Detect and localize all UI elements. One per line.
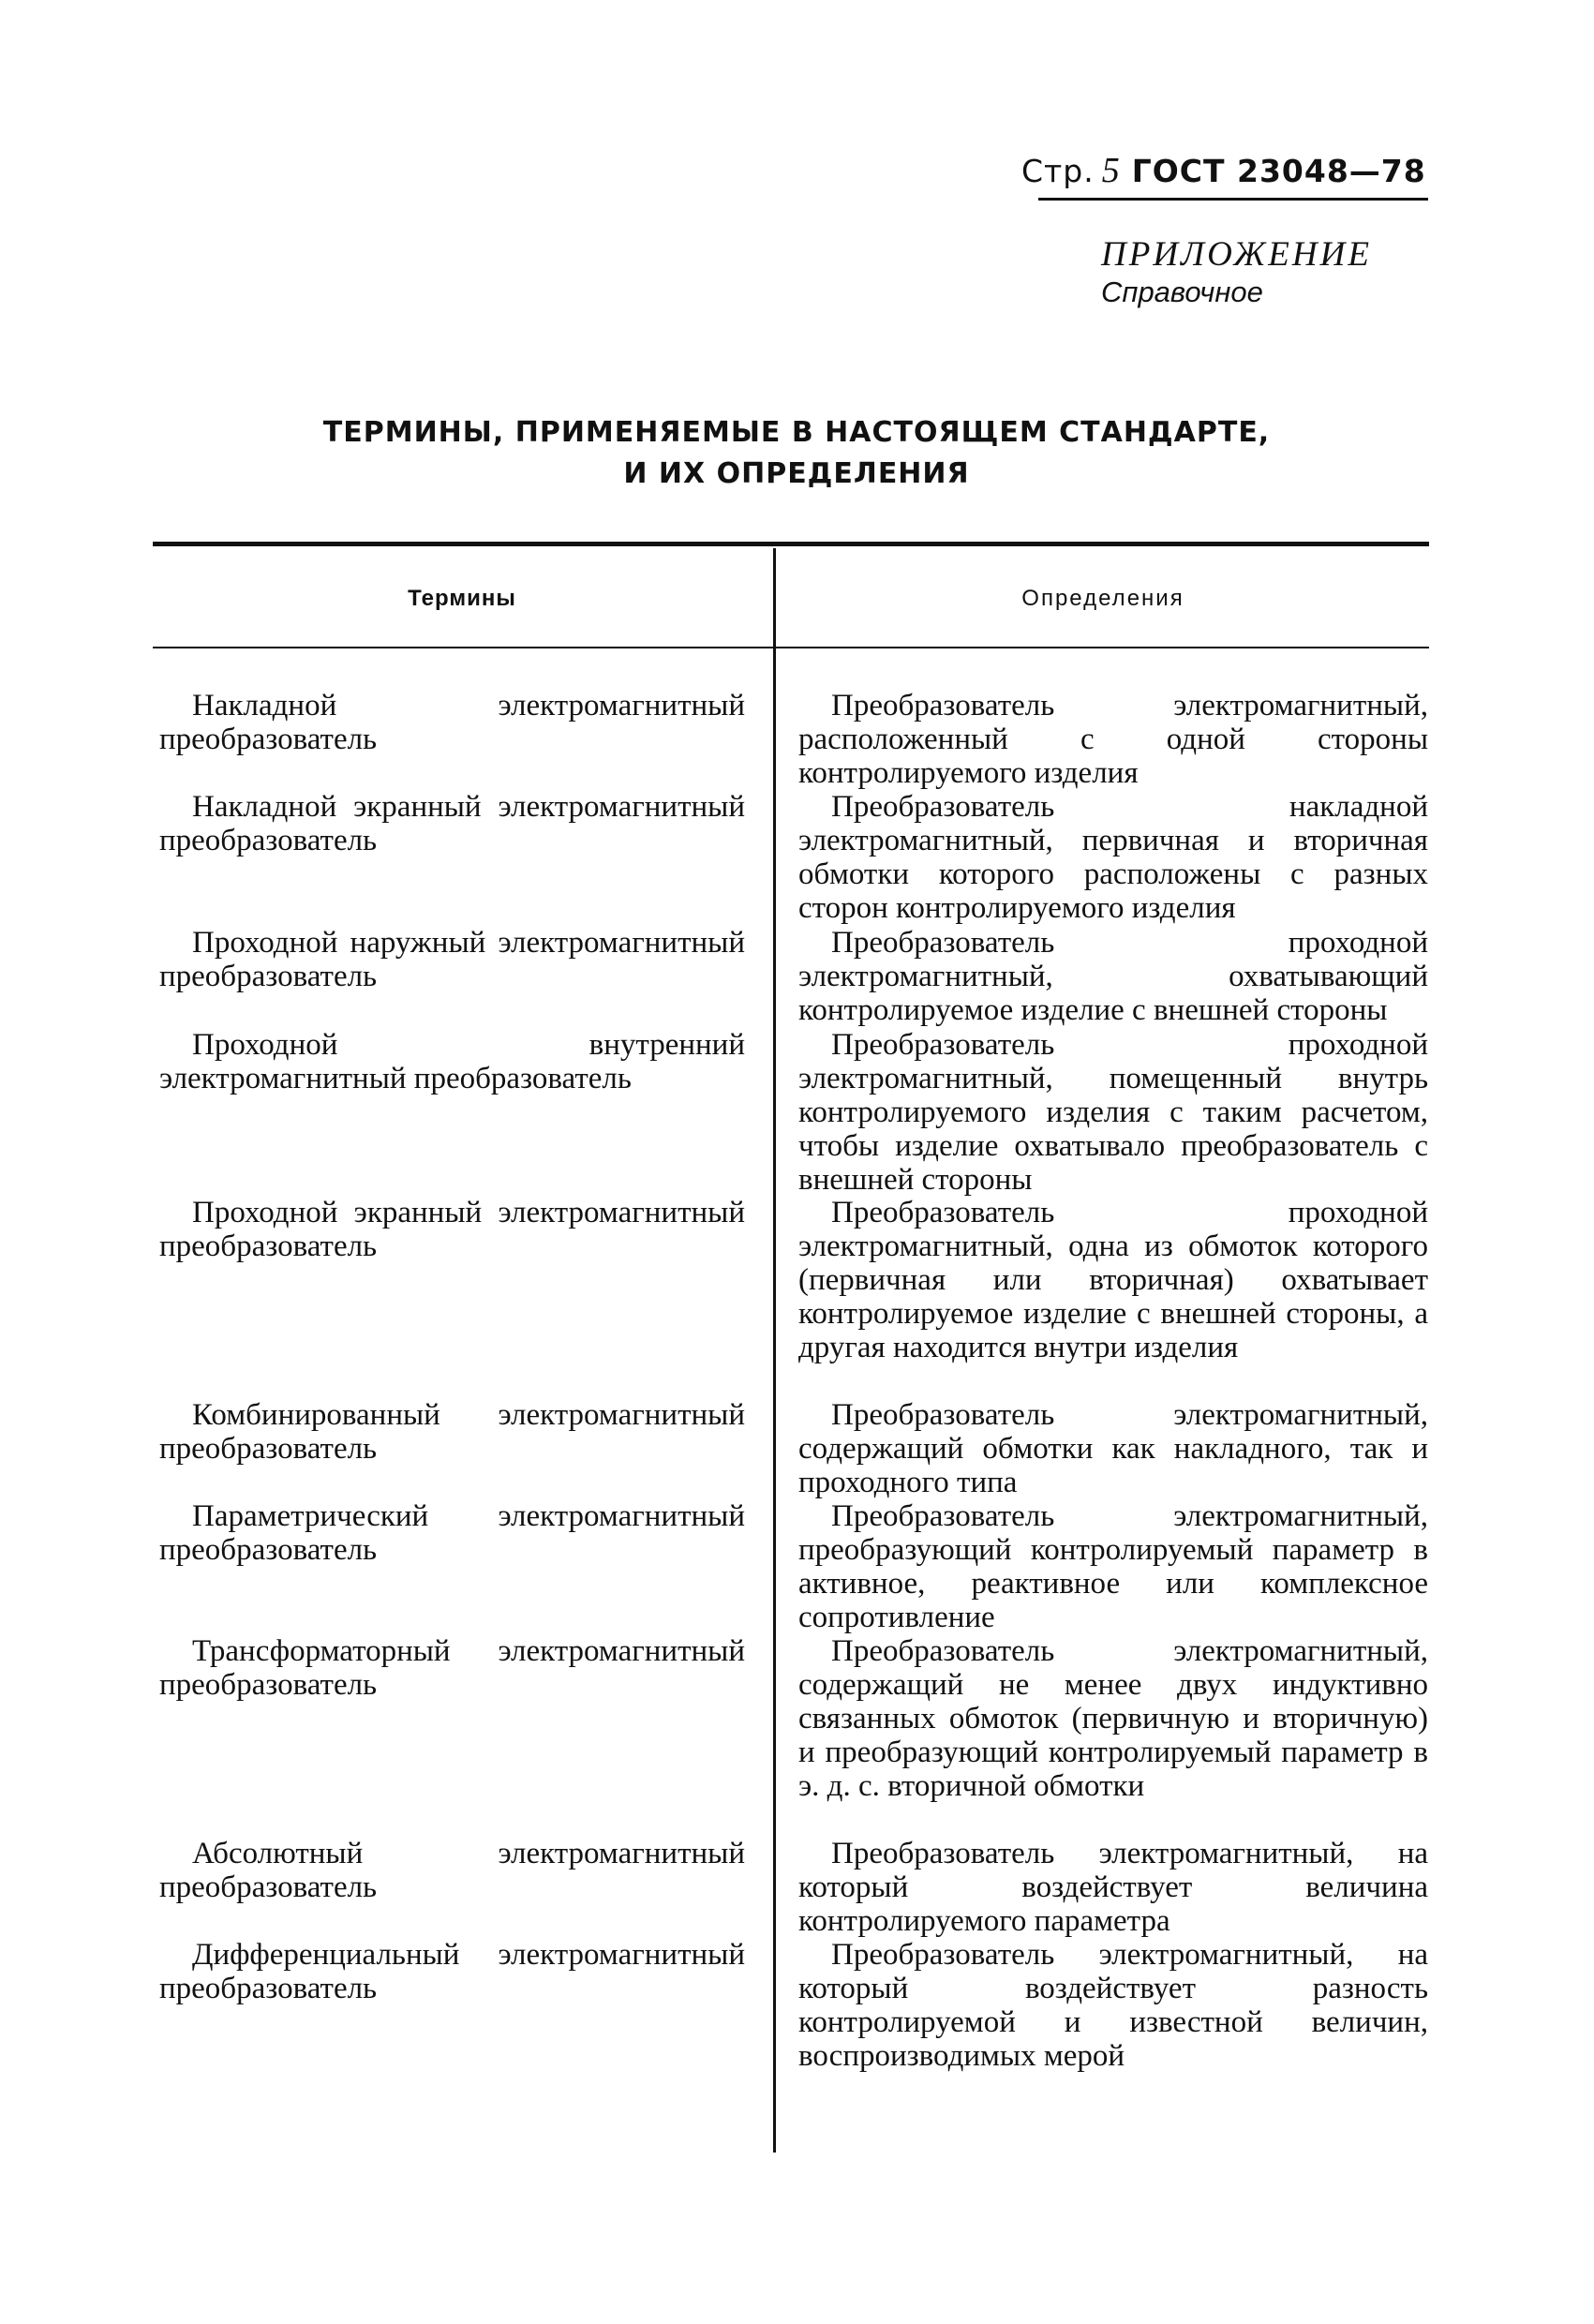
definition-cell: Преобразователь электромагнитный, содержащий не менее двух индуктивно связанных обмоток (первичную и вторичную) и преобразующий контролируемый параметр в э. д. с. вторичной обмотки — [798, 1634, 1428, 1803]
definition-cell: Преобразователь электромагнитный, расположенный с одной стороны контролируемого изделия — [798, 689, 1428, 790]
document-title-line-2: И ИХ ОПРЕДЕЛЕНИЯ — [623, 457, 970, 490]
definition-cell: Преобразователь электромагнитный, преобразующий контролируемый параметр в активное, реактивное или комплексное сопротивление — [798, 1499, 1428, 1634]
definition-cell: Преобразователь электромагнитный, содержащий обмотки как накладного, так и проходного типа — [798, 1398, 1428, 1499]
table-header-rule — [153, 647, 1429, 648]
appendix-subtitle: Справочное — [1101, 276, 1263, 308]
term-cell: Проходной экранный электромагнитный преобразователь — [159, 1196, 745, 1263]
definition-cell: Преобразователь электромагнитный, на который воздействует величина контролируемого параметра — [798, 1837, 1428, 1938]
definition-cell: Преобразователь проходной электромагнитный, помещенный внутрь контролируемого изделия с таким расчетом, чтобы изделие охватывало преобразователь с внешней стороны — [798, 1028, 1428, 1197]
definition-cell: Преобразователь накладной электромагнитный, первичная и вторичная обмотки которого расположены с разных сторон контролируемого изделия — [798, 790, 1428, 925]
page-label: Стр. — [1021, 153, 1095, 189]
standard-number: ГОСТ 23048—78 — [1131, 153, 1426, 189]
page-header — [1021, 150, 1426, 191]
term-cell: Дифференциальный электромагнитный преобразователь — [159, 1938, 745, 2005]
definition-cell: Преобразователь проходной электромагнитный, охватывающий контролируемое изделие с внешней стороны — [798, 926, 1428, 1027]
term-cell: Комбинированный электромагнитный преобразователь — [159, 1398, 745, 1466]
term-cell: Накладной электромагнитный преобразователь — [159, 689, 745, 756]
term-cell: Параметрический электромагнитный преобразователь — [159, 1499, 745, 1567]
document-title — [150, 412, 1443, 495]
term-cell: Трансформаторный электромагнитный преобразователь — [159, 1634, 745, 1702]
page-number: 5 — [1101, 151, 1121, 190]
table-column-divider — [773, 548, 776, 2153]
column-header-definitions: Определения — [1021, 586, 1184, 611]
header-rule — [1038, 198, 1428, 201]
column-header-terms: Термины — [408, 586, 516, 611]
term-cell: Накладной экранный электромагнитный преобразователь — [159, 790, 745, 857]
definition-cell: Преобразователь электромагнитный, на который воздействует разность контролируемой и известной величин, воспроизводимых мерой — [798, 1938, 1428, 2073]
appendix-title: ПРИЛОЖЕНИЕ — [1101, 235, 1372, 274]
term-cell: Абсолютный электромагнитный преобразователь — [159, 1837, 745, 1904]
term-cell: Проходной внутренний электромагнитный преобразователь — [159, 1028, 745, 1095]
document-title-line-1: ТЕРМИНЫ, ПРИМЕНЯЕМЫЕ В НАСТОЯЩЕМ СТАНДАРТЕ, — [322, 416, 1271, 449]
term-cell: Проходной наружный электромагнитный преобразователь — [159, 926, 745, 993]
table-top-rule — [153, 542, 1429, 546]
definition-cell: Преобразователь проходной электромагнитный, одна из обмоток которого (первичная или вторичная) охватывает контролируемое изделие с внешней стороны, а другая находится внутри изделия — [798, 1196, 1428, 1364]
